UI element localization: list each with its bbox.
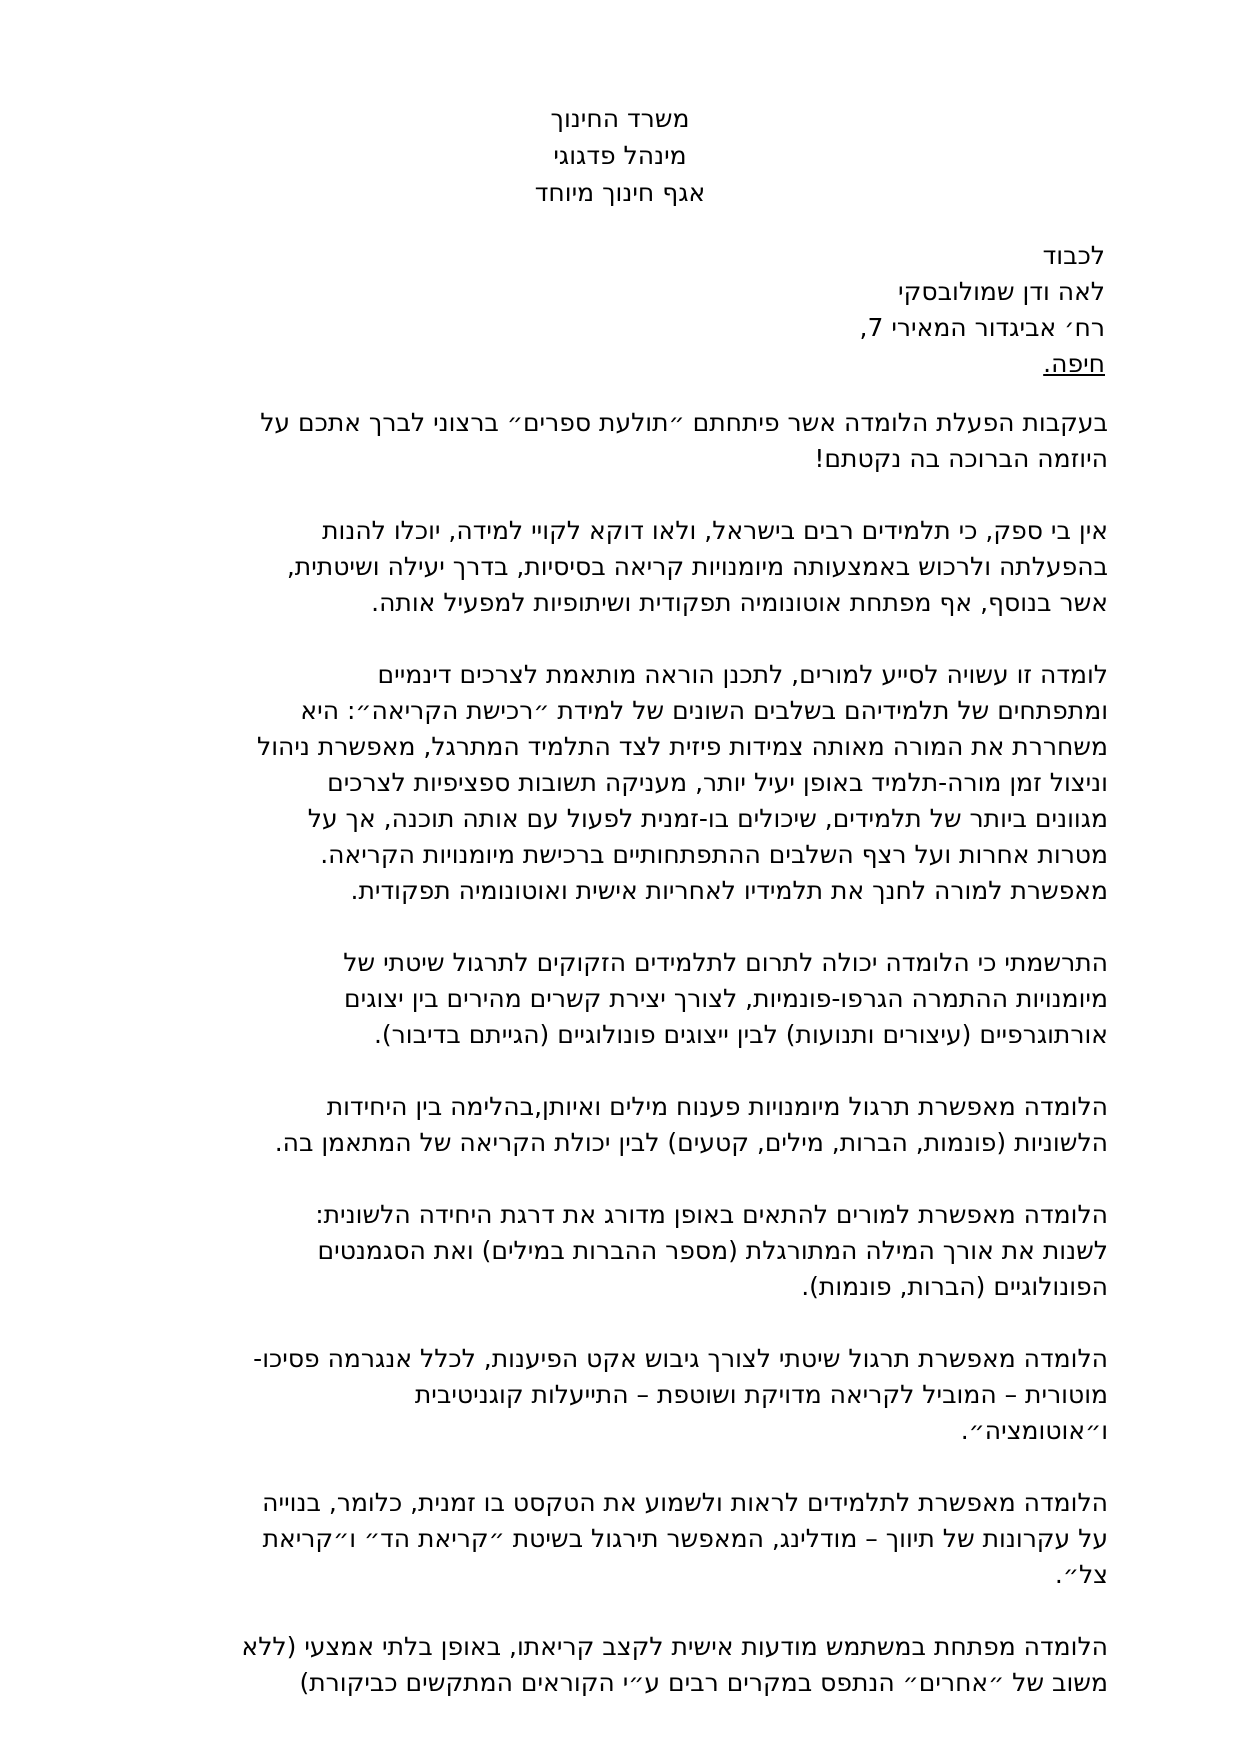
paragraph-8 — [132, 1485, 1108, 1593]
salutation: לכבוד — [1042, 241, 1105, 270]
paragraph-line: מגוונים ביותר של תלמידים, שיכולים בו-זמנית לפעול עם אותה תוכנה, אך על — [307, 804, 1108, 833]
paragraph-line: בהפעלתה ולרכוש באמצעותה מיומנויות קריאה בסיסיות, בדרך יעילה ושיטתית, — [286, 552, 1108, 581]
letterhead — [0, 100, 1240, 211]
paragraph-line: אורתוגרפיים (עיצורים ותנועות) לבין ייצוגים פונולוגיים (הגייתם בדיבור). — [373, 1020, 1108, 1049]
paragraph-5 — [132, 1089, 1108, 1161]
paragraph-line: מטרות אחרות ועל רצף השלבים ההתפתחותיים ברכישת מיומנויות הקריאה. — [320, 840, 1108, 869]
ministry-name: משרד החינוך — [550, 104, 690, 133]
paragraph-line: לומדה זו עשויה לסייע למורים, לתכנן הוראה מותאמת לצרכים דינמיים — [377, 660, 1108, 689]
paragraph-line: הלומדה מפתחת במשתמש מודעות אישית לקצב קריאתו, באופן בלתי אמצעי (ללא — [241, 1632, 1108, 1661]
paragraph-line: הלשוניות (פונמות, הברות, מילים, קטעים) לבין יכולת הקריאה של המתאמן בה. — [274, 1128, 1108, 1157]
paragraph-line: הלומדה מאפשרת תרגול שיטתי לצורך גיבוש אקט הפיענות, לכלל אנגרמה פסיכו- — [253, 1344, 1108, 1373]
paragraph-9 — [132, 1629, 1108, 1701]
paragraph-line: היוזמה הברוכה בה נקטתם! — [814, 444, 1108, 473]
paragraph-1 — [132, 405, 1108, 477]
paragraph-line: מוטורית – המוביל לקריאה מדויקת ושוטפת – התייעלות קוגניטיבית — [414, 1380, 1108, 1409]
paragraph-line: צל״. — [1054, 1560, 1108, 1589]
paragraph-6 — [132, 1197, 1108, 1305]
paragraph-line: ומתפתחים של תלמידיהם בשלבים השונים של למידת ״רכישת הקריאה״: היא — [300, 696, 1108, 725]
administration-name: מינהל פדגוגי — [553, 141, 687, 170]
paragraph-line: לשנות את אורך המילה המתורגלת (מספר ההברות במילים) ואת הסגמנטים — [317, 1236, 1108, 1265]
paragraph-line: על עקרונות של תיווך – מודלינג, המאפשר תירגול בשיטת ״קריאת הד״ ו״קריאת — [262, 1524, 1108, 1553]
recipient-street: רח׳ אביגדור המאירי 7, — [859, 313, 1105, 342]
paragraph-line: משוב של ״אחרים״ הנתפס במקרים רבים ע״י הקוראים המתקשים כביקורת) — [299, 1668, 1108, 1697]
paragraph-3 — [132, 657, 1108, 909]
paragraph-line: אין בי ספק, כי תלמידים רבים בישראל, ולאו דוקא לקויי למידה, יוכלו להנות — [322, 516, 1108, 545]
paragraph-7 — [132, 1341, 1108, 1449]
department-name: אגף חינוך מיוחד — [534, 178, 706, 207]
paragraph-line: התרשמתי כי הלומדה יכולה לתרום לתלמידים הזקוקים לתרגול שיטתי של — [343, 948, 1108, 977]
recipient-address — [405, 238, 1105, 382]
paragraph-line: הפונולוגיים (הברות, פונמות). — [801, 1272, 1108, 1301]
paragraph-2 — [132, 513, 1108, 621]
recipient-city: חיפה. — [1043, 349, 1105, 378]
paragraph-line: וניצול זמן מורה-תלמיד באופן יעיל יותר, מעניקה תשובות ספציפיות לצרכים — [327, 768, 1108, 797]
paragraph-line: הלומדה מאפשרת למורים להתאים באופן מדורג את דרגת היחידה הלשונית: — [315, 1200, 1108, 1229]
paragraph-line: ו״אוטומציה״. — [960, 1416, 1108, 1445]
paragraph-line: משחררת את המורה מאותה צמידות פיזית לצד התלמיד המתרגל, מאפשרת ניהול — [256, 732, 1108, 761]
paragraph-line: אשר בנוסף, אף מפתחת אוטונומיה תפקודית ושיתופיות למפעיל אותה. — [371, 588, 1108, 617]
letter-body — [132, 405, 1108, 1737]
paragraph-4 — [132, 945, 1108, 1053]
recipient-name: לאה ודן שמולובסקי — [898, 277, 1105, 306]
paragraph-line: בעקבות הפעלת הלומדה אשר פיתחתם ״תולעת ספרים״ ברצוני לברך אתכם על — [260, 408, 1108, 437]
paragraph-line: מאפשרת למורה לחנך את תלמידיו לאחריות אישית ואוטונומיה תפקודית. — [350, 876, 1108, 905]
paragraph-line: מיומנויות ההתמרה הגרפו-פונמיות, לצורך יצירת קשרים מהירים בין יצוגים — [344, 984, 1108, 1013]
paragraph-line: הלומדה מאפשרת תרגול מיומנויות פענוח מילים ואיותן,בהלימה בין היחידות — [326, 1092, 1108, 1121]
paragraph-line: הלומדה מאפשרת לתלמידים לראות ולשמוע את הטקסט בו זמנית, כלומר, בנוייה — [262, 1488, 1108, 1517]
